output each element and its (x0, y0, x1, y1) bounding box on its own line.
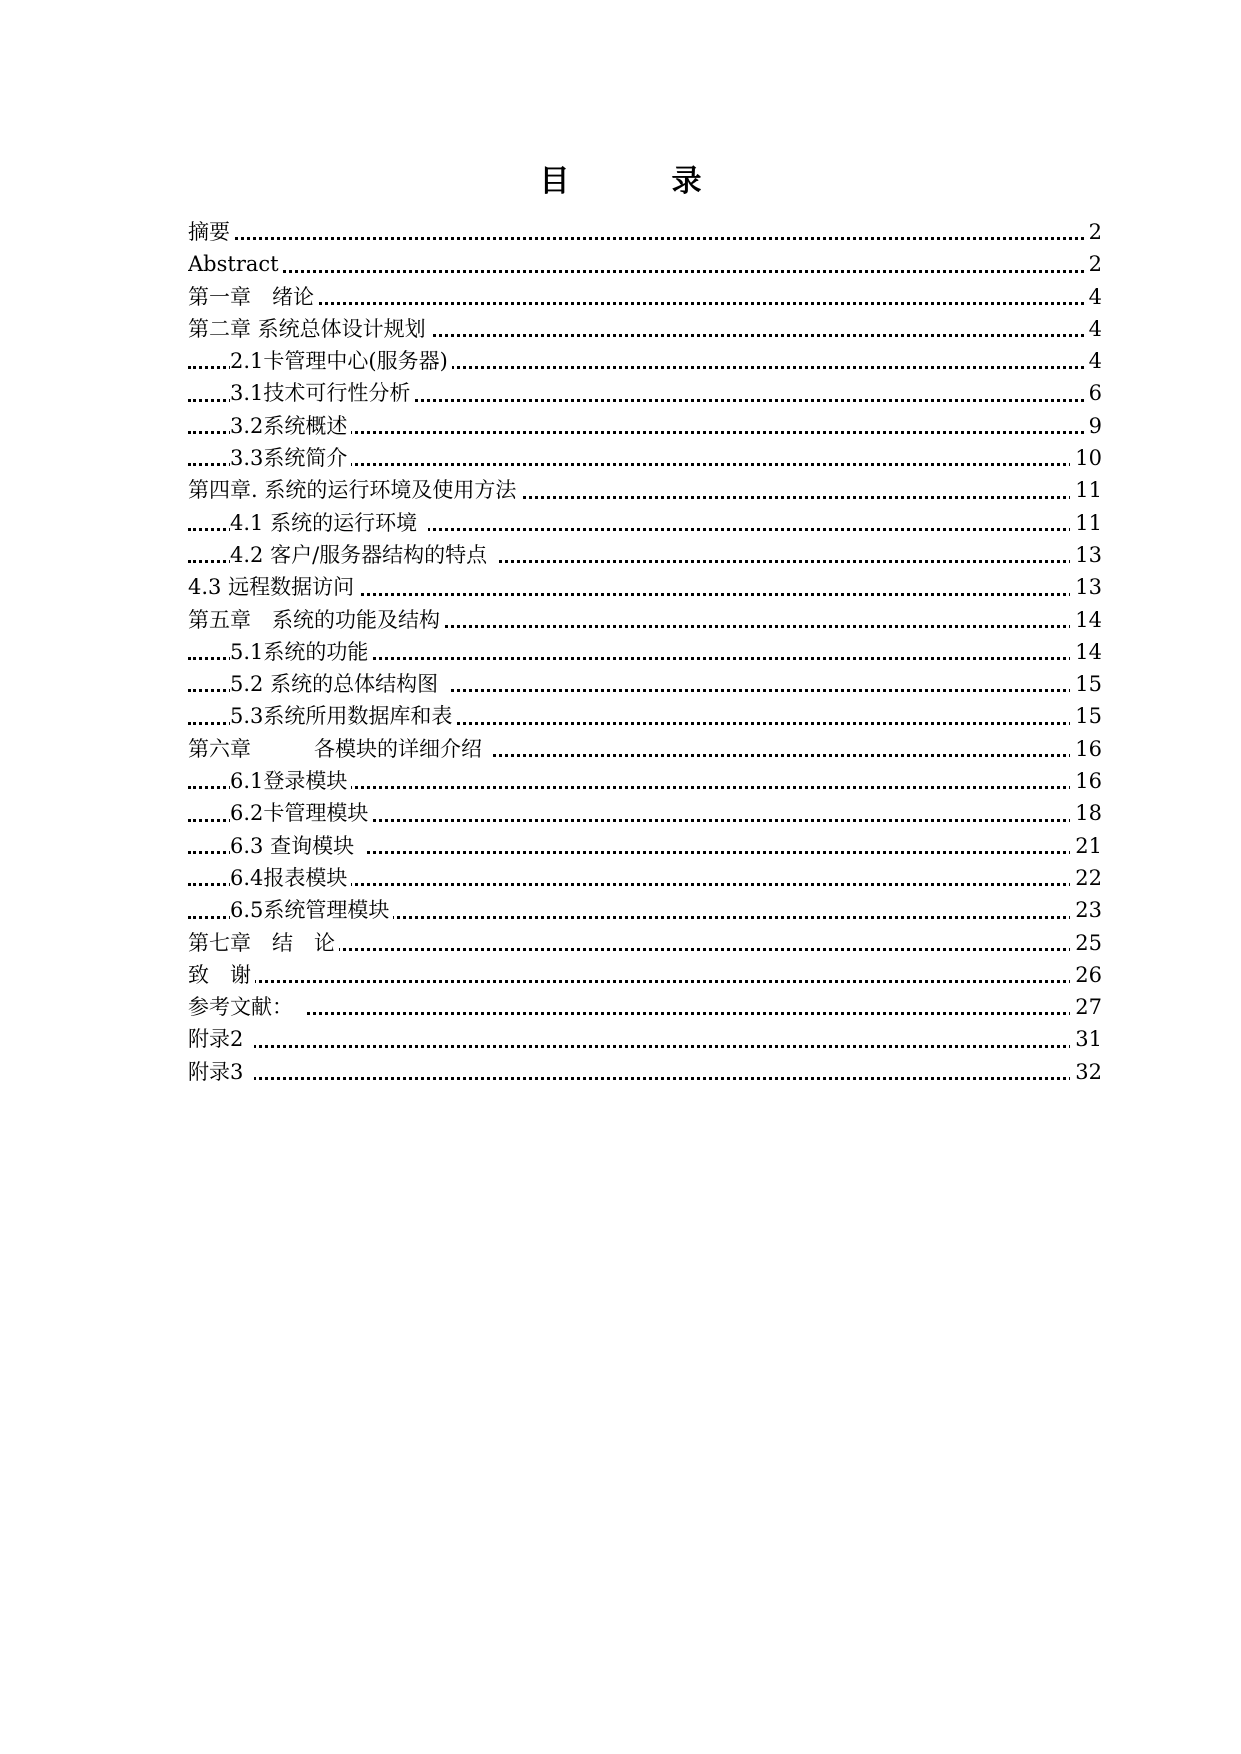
toc-title: 目 录 (539, 164, 738, 199)
toc-entry-label: 3.3系统简介 (230, 446, 351, 470)
toc-entry-page-number: 26 (1070, 959, 1102, 991)
toc-entry-page-number: 16 (1070, 733, 1102, 765)
toc-list (188, 216, 1102, 1088)
toc-entry-page-number: 22 (1070, 862, 1102, 894)
toc-entry-page-number: 25 (1070, 927, 1102, 959)
toc-entry[interactable] (188, 313, 1102, 345)
toc-entry-label: 5.2 系统的总体结构图 (230, 672, 449, 696)
toc-entry-page-number: 32 (1070, 1056, 1102, 1088)
toc-entry-label: 第四章. 系统的运行环境及使用方法 (188, 478, 520, 502)
toc-dot-leader (188, 237, 1102, 240)
toc-entry[interactable] (188, 507, 1102, 539)
toc-dot-leader (188, 980, 1102, 983)
toc-entry-page-number: 16 (1070, 765, 1102, 797)
toc-entry-page-number: 4 (1084, 281, 1102, 313)
toc-entry[interactable] (188, 862, 1102, 894)
toc-entry-label: 3.2系统概述 (230, 414, 351, 438)
toc-entry-label: Abstract (188, 252, 283, 276)
toc-entry-page-number: 15 (1070, 700, 1102, 732)
toc-entry-label: 参考文献： (188, 995, 304, 1019)
toc-entry[interactable] (188, 636, 1102, 668)
toc-entry[interactable] (188, 668, 1102, 700)
toc-entry-page-number: 2 (1084, 216, 1102, 248)
toc-entry-page-number: 10 (1070, 442, 1102, 474)
toc-entry-page-number: 23 (1070, 894, 1102, 926)
toc-entry[interactable] (188, 765, 1102, 797)
toc-dot-leader (188, 270, 1102, 273)
toc-entry[interactable] (188, 539, 1102, 571)
toc-entry-page-number: 13 (1070, 571, 1102, 603)
toc-entry-label: 4.2 客户/服务器结构的特点 (230, 543, 498, 567)
toc-entry-label: 附录2 (188, 1027, 254, 1051)
toc-entry-label: 6.3 查询模块 (230, 834, 365, 858)
toc-entry-page-number: 6 (1084, 377, 1102, 409)
toc-entry[interactable] (188, 571, 1102, 603)
toc-entry-page-number: 15 (1070, 668, 1102, 700)
toc-entry[interactable] (188, 733, 1102, 765)
toc-entry[interactable] (188, 248, 1102, 280)
toc-entry-label: 6.2卡管理模块 (230, 801, 372, 825)
toc-entry-page-number: 14 (1070, 636, 1102, 668)
toc-entry[interactable] (188, 830, 1102, 862)
toc-entry[interactable] (188, 377, 1102, 409)
toc-entry-label: 4.1 系统的运行环境 (230, 511, 428, 535)
toc-entry-label: 第二章 系统总体设计规划 (188, 317, 430, 341)
toc-entry-page-number: 11 (1070, 507, 1102, 539)
toc-entry-page-number: 4 (1084, 313, 1102, 345)
toc-entry[interactable] (188, 474, 1102, 506)
toc-entry-label: 致 谢 (188, 963, 255, 987)
toc-entry-label: 6.4报表模块 (230, 866, 351, 890)
toc-entry-page-number: 13 (1070, 539, 1102, 571)
toc-entry[interactable] (188, 345, 1102, 377)
toc-entry-page-number: 31 (1070, 1023, 1102, 1055)
toc-entry-label: 5.1系统的功能 (230, 640, 372, 664)
toc-entry-label: 附录3 (188, 1060, 254, 1084)
toc-dot-leader (188, 302, 1102, 305)
toc-entry-page-number: 27 (1070, 991, 1102, 1023)
toc-entry[interactable] (188, 1056, 1102, 1088)
toc-entry[interactable] (188, 1023, 1102, 1055)
toc-entry[interactable] (188, 959, 1102, 991)
toc-entry-label: 摘要 (188, 220, 234, 244)
toc-entry-label: 5.3系统所用数据库和表 (230, 704, 456, 728)
toc-entry[interactable] (188, 894, 1102, 926)
toc-entry[interactable] (188, 991, 1102, 1023)
toc-entry[interactable] (188, 700, 1102, 732)
toc-entry-label: 6.1登录模块 (230, 769, 351, 793)
toc-entry-label: 第一章 绪论 (188, 285, 318, 309)
toc-entry[interactable] (188, 216, 1102, 248)
toc-dot-leader (188, 1077, 1102, 1080)
toc-entry-label: 第六章 各模块的详细介绍 (188, 737, 493, 761)
toc-entry[interactable] (188, 442, 1102, 474)
toc-entry-page-number: 9 (1084, 410, 1102, 442)
toc-entry[interactable] (188, 927, 1102, 959)
toc-entry-label: 第五章 系统的功能及结构 (188, 608, 444, 632)
toc-entry-label: 第七章 结 论 (188, 931, 339, 955)
toc-entry-page-number: 14 (1070, 604, 1102, 636)
toc-entry-page-number: 4 (1084, 345, 1102, 377)
toc-dot-leader (188, 1045, 1102, 1048)
toc-entry-label: 3.1技术可行性分析 (230, 381, 414, 405)
toc-entry-label: 6.5系统管理模块 (230, 898, 393, 922)
toc-entry[interactable] (188, 604, 1102, 636)
toc-entry-label: 2.1卡管理中心(服务器) (230, 349, 452, 373)
toc-dot-leader (188, 1012, 1102, 1015)
toc-entry-page-number: 11 (1070, 474, 1102, 506)
toc-entry-page-number: 18 (1070, 797, 1102, 829)
toc-entry[interactable] (188, 410, 1102, 442)
toc-entry[interactable] (188, 797, 1102, 829)
toc-entry-page-number: 2 (1084, 248, 1102, 280)
toc-entry[interactable] (188, 281, 1102, 313)
toc-entry-label: 4.3 远程数据访问 (188, 575, 358, 599)
toc-entry-page-number: 21 (1070, 830, 1102, 862)
